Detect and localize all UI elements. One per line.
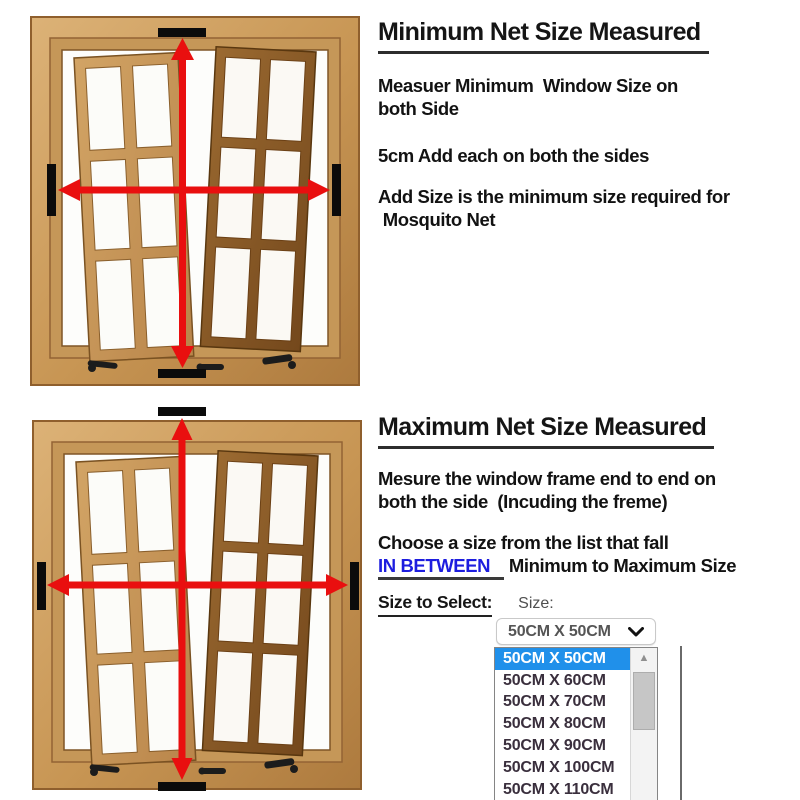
dropdown-option[interactable]: 50CM X 50CM xyxy=(495,648,631,670)
dropdown-option[interactable]: 50CM X 100CM xyxy=(503,758,615,776)
text-line: Mosquito Net xyxy=(378,209,496,230)
size-select-value: 50CM X 50CM xyxy=(508,622,611,640)
dropdown-option[interactable]: 50CM X 110CM xyxy=(503,780,614,798)
text-line: Measuer Minimum Window Size on xyxy=(378,75,678,96)
text-line: Mesure the window frame end to end on xyxy=(378,468,716,489)
text-line: both Side xyxy=(378,98,459,119)
chevron-down-icon xyxy=(628,627,644,637)
text-line: Add Size is the minimum size required for xyxy=(378,186,730,207)
size-select[interactable] xyxy=(496,618,656,645)
dropdown-option[interactable]: 50CM X 70CM xyxy=(503,693,606,711)
size-labels-row xyxy=(378,592,798,617)
minimum-para-3 xyxy=(378,185,798,231)
text-line: 5cm Add each on both the sides xyxy=(378,145,650,166)
maximum-para-1 xyxy=(378,467,798,513)
text-line: both the side (Incuding the freme) xyxy=(378,491,668,512)
maximum-para-2 xyxy=(378,531,798,580)
window-photo-minimum xyxy=(28,12,362,392)
scroll-up-arrow-icon[interactable]: ▲ xyxy=(638,652,650,664)
size-field-label: Size: xyxy=(518,595,554,612)
text-line xyxy=(378,554,798,580)
panel-border-line xyxy=(680,646,682,800)
minimum-heading: Minimum Net Size Measured xyxy=(378,18,798,54)
in-between-emphasis: IN BETWEEN xyxy=(378,554,504,580)
scrollbar-thumb[interactable] xyxy=(633,672,655,730)
window-photo-maximum xyxy=(30,404,364,800)
size-to-select-label: Size to Select: xyxy=(378,592,492,617)
minimum-section xyxy=(378,14,798,231)
dropdown-scrollbar[interactable] xyxy=(630,648,657,800)
maximum-section xyxy=(378,409,798,798)
text-line: Choose a size from the list that fall xyxy=(378,532,669,553)
dropdown-option[interactable]: 50CM X 80CM xyxy=(503,715,606,733)
minimum-para-1 xyxy=(378,74,798,120)
text-line: Minimum to Maximum Size xyxy=(504,555,737,576)
minimum-para-2 xyxy=(378,144,798,167)
size-dropdown-list xyxy=(494,647,658,800)
dropdown-options xyxy=(495,648,631,800)
dropdown-option[interactable]: 50CM X 60CM xyxy=(503,671,606,689)
maximum-heading: Maximum Net Size Measured xyxy=(378,413,798,449)
dropdown-option[interactable]: 50CM X 90CM xyxy=(503,737,606,755)
